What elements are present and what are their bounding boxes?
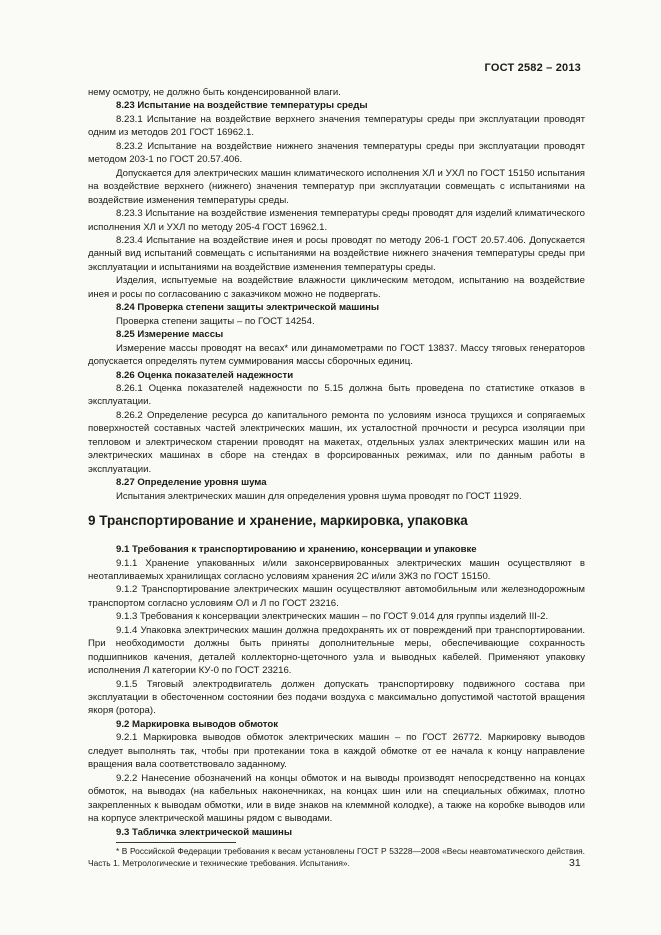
subsection-heading: 8.25 Измерение массы [116, 329, 224, 341]
subsection-heading: 8.24 Проверка степени защиты электрической машины [116, 302, 380, 314]
document-header: ГОСТ 2582 – 2013 [484, 62, 581, 74]
footnote-separator [116, 842, 236, 843]
subsection-heading: 8.23 Испытание на воздействие температуры среды [116, 100, 368, 112]
body-paragraph: Испытания электрических машин для определения уровня шума проводят по ГОСТ 11929. [116, 490, 522, 502]
subsection-heading: 9.3 Табличка электрической машины [116, 826, 293, 838]
paragraph-list [88, 86, 585, 839]
body-paragraph: Измерение массы проводят на весах* или динамометрами по ГОСТ 13837. Массу тяговых генераторов допускается определять путем суммирования массы сборочных единиц. [88, 342, 585, 368]
body-paragraph: Проверка степени защиты – по ГОСТ 14254. [116, 315, 315, 327]
subsection-heading: 9.1 Требования к транспортированию и хранению, консервации и упаковке [116, 544, 477, 556]
page-number: 31 [569, 857, 581, 869]
body-paragraph: 9.1.4 Упаковка электрических машин должна предохранять их от повреждений при транспортировании. При необходимости должны быть приняты дополнительные меры, обеспечивающие сохранность подшипников качения, деталей коллекторно-щеточного узла и выводных кабелей. Применяют упаковку исполнения Л категории КУ-0 по ГОСТ 23216. [88, 624, 585, 677]
footnote-text: * В Российской Федерации требования к весам установлены ГОСТ Р 53228—2008 «Весы неавтоматического действия. Часть 1. Метрологические и технические требования. Испытания». [88, 846, 585, 869]
body-paragraph: 9.2.1 Маркировка выводов обмоток электрических машин – по ГОСТ 26772. Маркировку выводов следует выполнять так, чтобы при протекании тока в каждой обмотке от ее начала к концу направление вращения вала соответствовало заданному. [88, 732, 585, 771]
subsection-heading: 8.26 Оценка показателей надежности [116, 369, 294, 381]
body-paragraph: 8.23.1 Испытание на воздействие верхнего значения температуры среды при эксплуатации проводят одним из методов 201 ГОСТ 16962.1. [88, 113, 585, 139]
body-paragraph: Допускается для электрических машин климатического исполнения ХЛ и УХЛ по ГОСТ 15150 испытания на воздействие верхнего (нижнего) значения температур при эксплуатации совмещать с испытаниями на воздействие изменения температуры среды. [88, 167, 585, 206]
subsection-heading: 8.27 Определение уровня шума [116, 477, 267, 489]
body-paragraph: 8.23.3 Испытание на воздействие изменения температуры среды проводят для изделий климатического исполнения ХЛ и УХЛ по методу 205-4 ГОСТ 16962.1. [88, 208, 585, 233]
body-paragraph: 8.23.4 Испытание на воздействие инея и росы проводят по методу 206-1 ГОСТ 20.57.406. Допускается данный вид испытаний совмещать с испытаниями на воздействие нижнего значения температуры среды при эксплуатации и испытаниями на воздействие изменения температуры среды. [88, 234, 585, 273]
footnote [88, 845, 585, 869]
body-paragraph: 8.26.1 Оценка показателей надежности по 5.15 должна быть проведена по статистике отказов в эксплуатации. [88, 382, 585, 408]
body-paragraph: 8.26.2 Определение ресурса до капитального ремонта по условиям износа трущихся и сопрягаемых поверхностей составных частей электрических машин, их усталостной прочности и ресурса изоляции при тепловом и электрическом старении проводят на макетах, отдельных узлах электрических машин или на электрических машинах в сборе на стендах в форсированных режимах, или по данным работы в эксплуатации. [88, 409, 585, 475]
body-paragraph: Изделия, испытуемые на воздействие влажности циклическим методом, испытанию на воздействие инея и росы по согласованию с заказчиком можно не подвергать. [88, 275, 585, 300]
body-paragraph: 9.1.1 Хранение упакованных и/или законсервированных электрических машин осуществляют в неотапливаемых хранилищах согласно условиям хранения 2С и/или 3Ж3 по ГОСТ 15150. [88, 557, 585, 582]
subsection-heading: 9.2 Маркировка выводов обмоток [116, 718, 279, 730]
body-paragraph: 9.1.2 Транспортирование электрических машин осуществляют автомобильным или железнодорожным транспортом согласно условиям ОЛ и Л по ГОСТ 23216. [88, 584, 585, 609]
section-title: 9 Транспортирование и хранение, маркировка, упаковка [88, 513, 468, 529]
body-paragraph: нему осмотру, не должно быть конденсированной влаги. [88, 87, 341, 98]
body-paragraph: 8.23.2 Испытание на воздействие нижнего значения температуры среды при эксплуатации проводят методом 203-1 по ГОСТ 20.57.406. [88, 140, 585, 166]
document-body [88, 86, 585, 869]
body-paragraph: 9.2.2 Нанесение обозначений на концы обмоток и на выводы производят непосредственно на концах обмоток, на выводах (на кабельных наконечниках, на концах шин или на специальных обжимах, плотно закрепленных к выводам обмотки, или в виде знаков на клеммной колодке), а также на коробке выводов или на корпусе электрической машины рядом с выводами. [88, 772, 585, 825]
body-paragraph: 9.1.5 Тяговый электродвигатель должен допускать транспортировку подвижного состава при эксплуатации в обесточенном состоянии без подачи воздуха с максимально допустимой частотой вращения якоря (ротора). [88, 678, 585, 717]
body-paragraph: 9.1.3 Требования к консервации электрических машин – по ГОСТ 9.014 для группы изделий III-2. [116, 611, 549, 623]
